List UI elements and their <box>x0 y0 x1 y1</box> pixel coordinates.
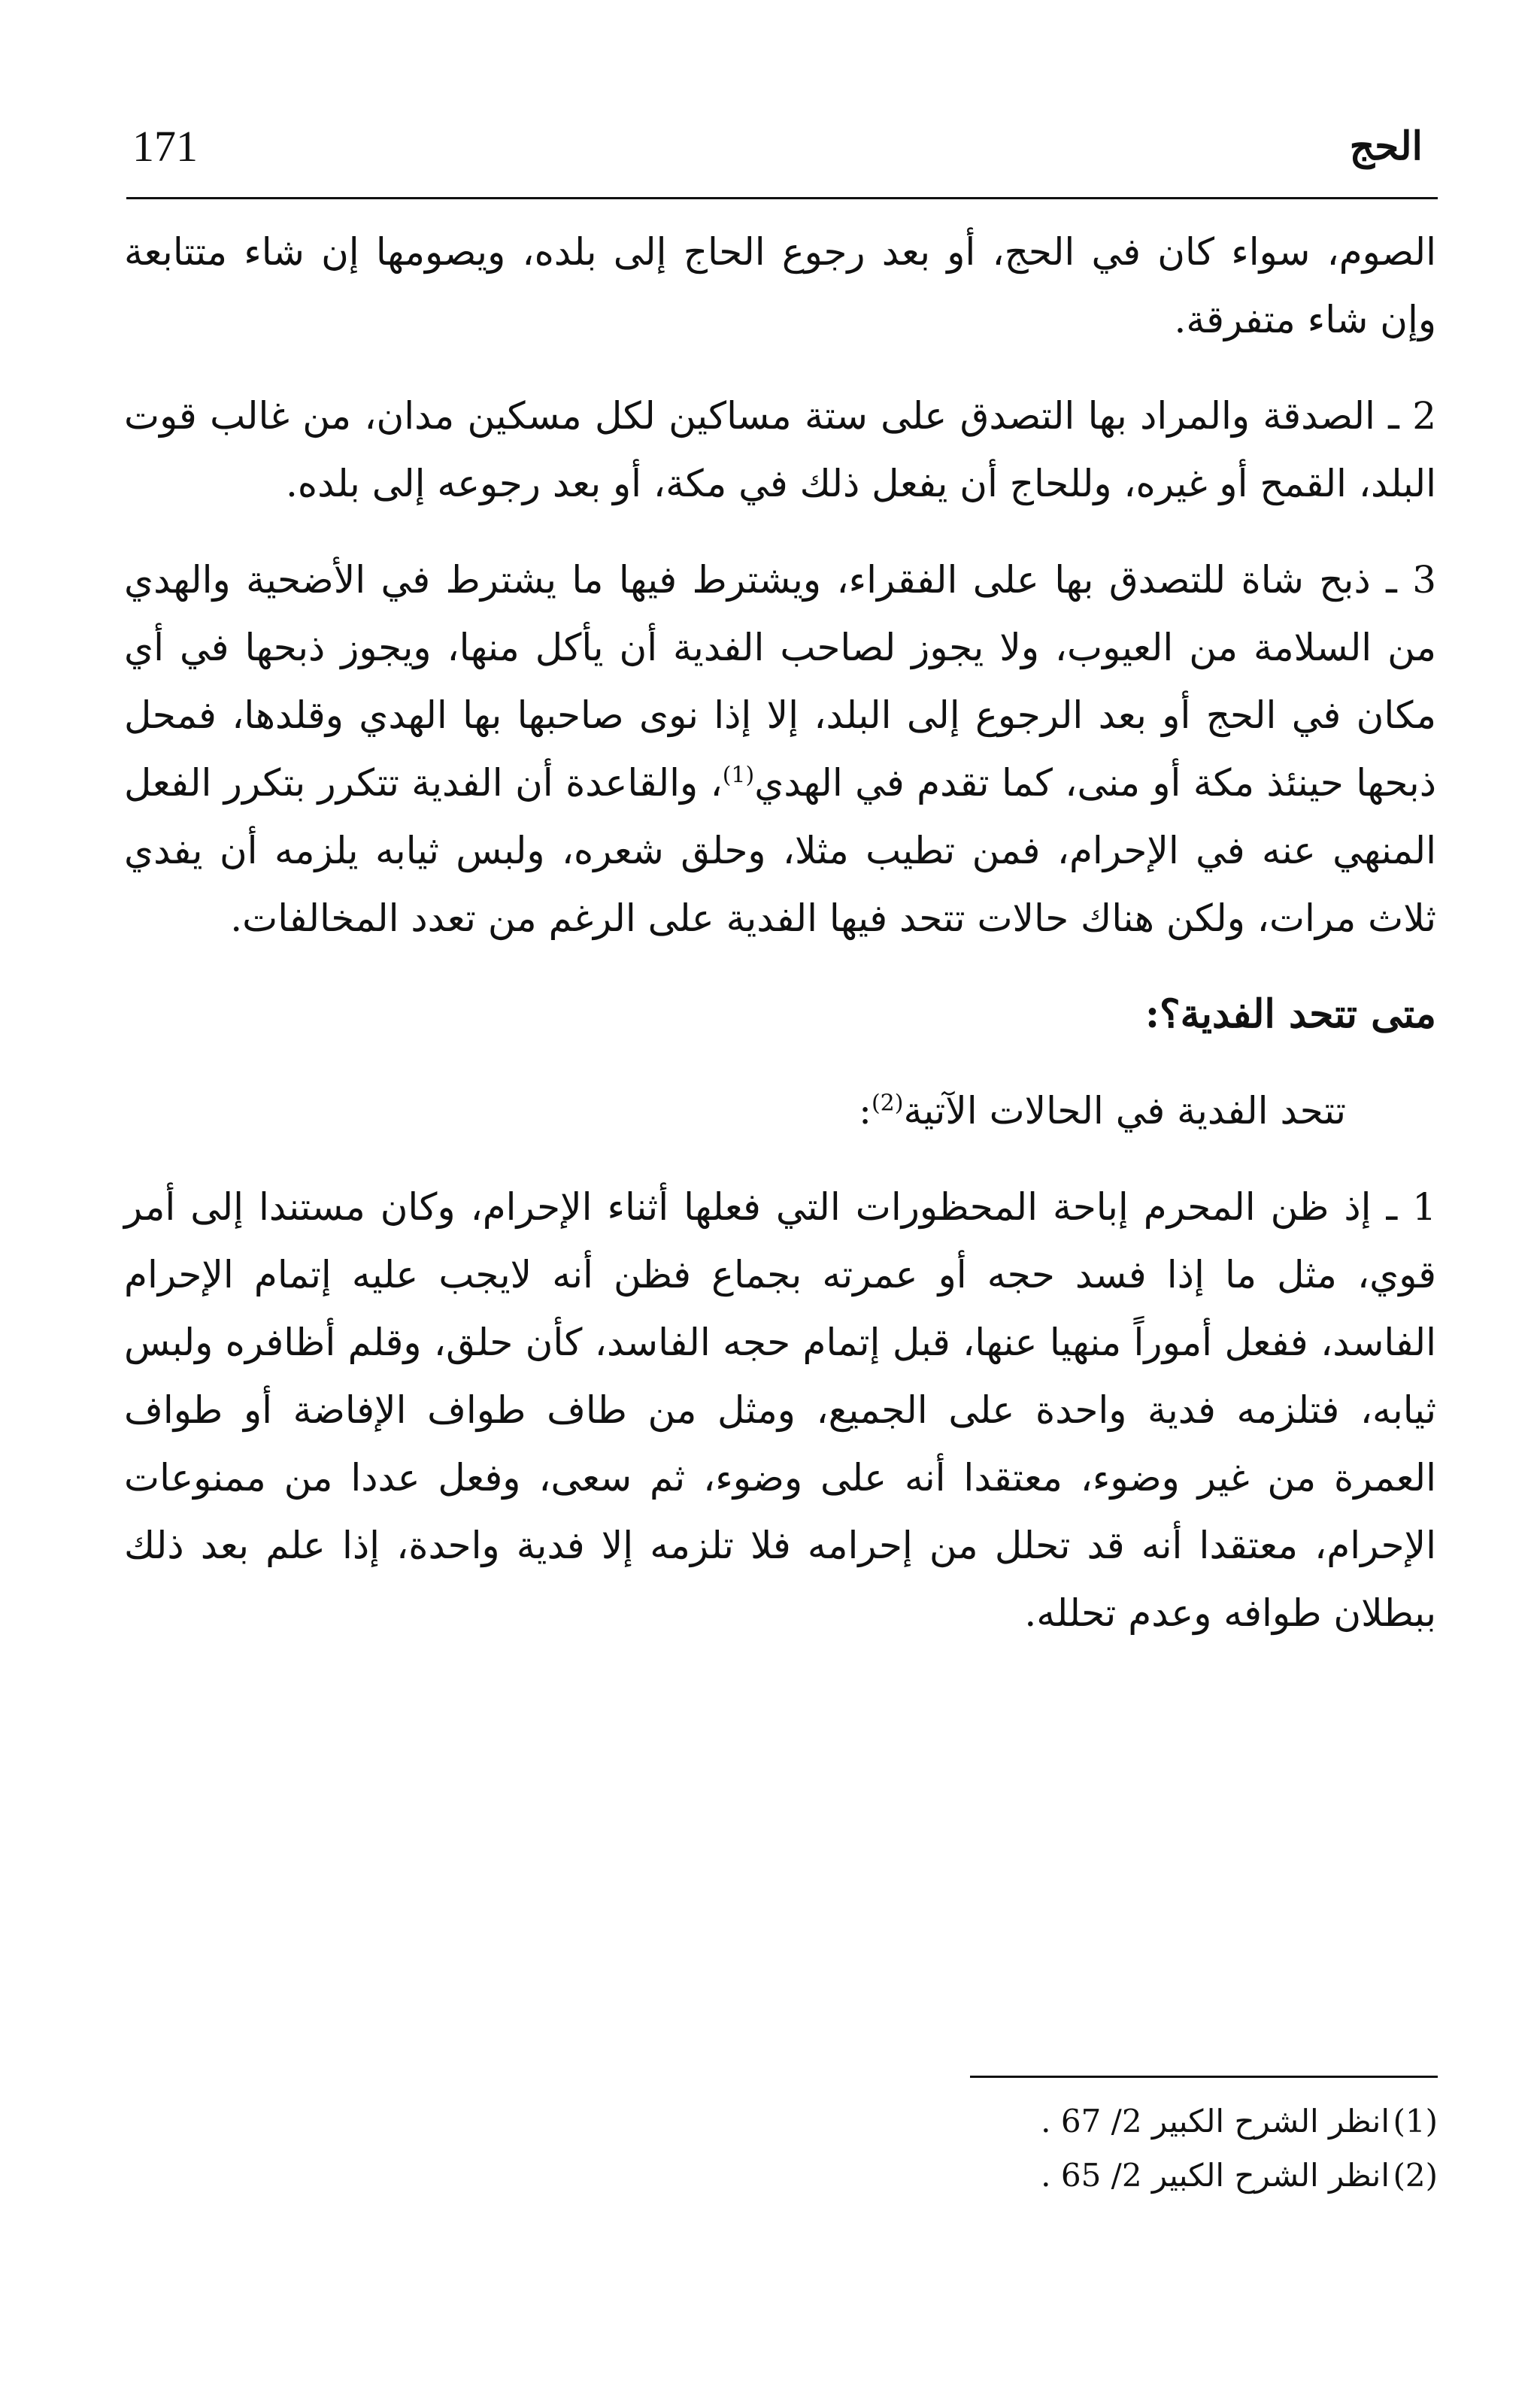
footnotes <box>827 2094 1438 2203</box>
section-heading: متى تتحد الفدية؟: <box>1144 991 1436 1037</box>
page-number: 171 <box>132 122 198 171</box>
section-intro-text: تتحد الفدية في الحالات الآتية <box>903 1089 1346 1133</box>
running-title: الحج <box>1349 123 1423 169</box>
footnote-ref-2[interactable]: (2) <box>871 1090 904 1117</box>
paragraph-charity: 2 ـ الصدقة والمراد بها التصدق على ستة مساكين لكل مسكين مدان، من غالب قوت البلد، القمح أو غيره، وللحاج أن يفعل ذلك في مكة، أو بعد رجوعه إلى بلده. <box>124 394 1436 505</box>
paragraph-fasting: الصوم، سواء كان في الحج، أو بعد رجوع الحاج إلى بلده، ويصومها إن شاء متتابعة وإن شاء متفرقة. <box>124 230 1436 341</box>
footnote-1 <box>827 2094 1438 2149</box>
footnote-2-text: انظر الشرح الكبير 2/ 65 . <box>1041 2157 1390 2194</box>
list-item-1: 1 ـ إذ ظن المحرم إباحة المحظورات التي فعلها أثناء الإحرام، وكان مستندا إلى أمر قوي، مثل ما إذا فسد حجه أو عمرته بجماع فظن أنه لايجب عليه إتمام الإحرام الفاسد، ففعل أموراً منهيا عنها، قبل إتمام حجه الفاسد، كأن حلق، وقلم أظافره ولبس ثيابه، فتلزمه فدية واحدة على الجميع، ومثل من طاف طواف الإفاضة أو طواف العمرة من غير وضوء، معتقدا أنه على وضوء، ثم سعى، وفعل عددا من ممنوعات الإحرام، معتقدا أنه قد تحلل من إحرامه فلا تلزمه إلا فدية واحدة، إذا علم بعد ذلك ببطلان طوافه وعدم تحلله. <box>124 1185 1437 1635</box>
footnote-1-number: (1) <box>1393 2103 1438 2140</box>
paragraph-sacrifice-text-a: 3 ـ ذبح شاة للتصدق بها على الفقراء، ويشترط فيها ما يشترط في الأضحية والهدي من السلامة من العيوب، ولا يجوز لصاحب الفدية أن يأكل منها، ويجوز ذبحها في أي مكان في الحج أو بعد الرجوع إلى البلد، إلا إذا نوى صاحبها بها الهدي وقلدها، فمحل ذبحها حينئذ مكة أو منى، كما تقدم في الهدي <box>124 558 1436 805</box>
paragraph-sacrifice-text-b: ، والقاعدة أن الفدية تتكرر بتكرر الفعل المنهي عنه في الإحرام، فمن تطيب مثلا، وحلق شعره، ولبس ثيابه يلزمه أن يفدي ثلاث مرات، ولكن هناك حالات تتحد فيها الفدية على الرغم من تعدد المخالفات. <box>124 761 1436 940</box>
section-intro-colon: : <box>859 1089 872 1133</box>
footnote-2 <box>827 2149 1438 2203</box>
paragraph-sacrifice <box>124 546 1436 952</box>
footnote-ref-1[interactable]: (1) <box>722 762 755 789</box>
header-rule <box>126 197 1438 199</box>
body-text <box>124 218 1436 1647</box>
section-intro <box>124 1077 1436 1145</box>
footnote-2-number: (2) <box>1393 2157 1438 2194</box>
footnote-1-text: انظر الشرح الكبير 2/ 67 . <box>1041 2103 1390 2140</box>
footnote-rule <box>970 2076 1438 2078</box>
page-header <box>126 113 1423 196</box>
